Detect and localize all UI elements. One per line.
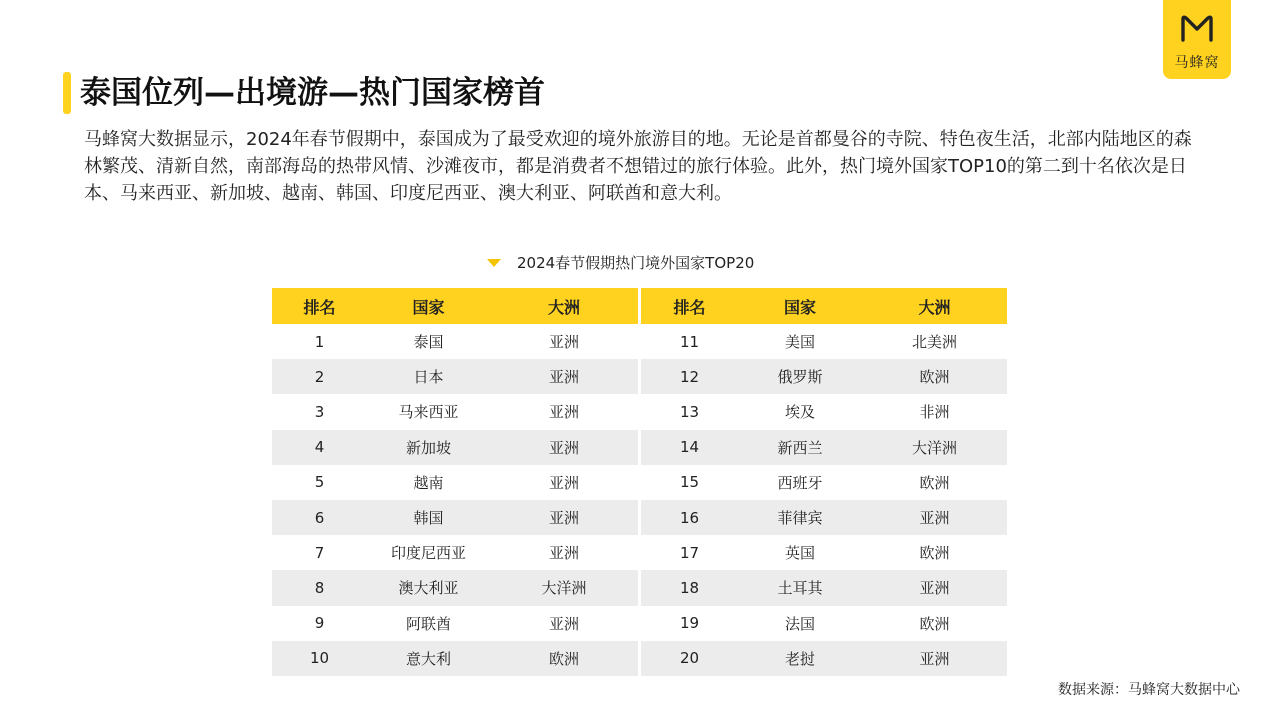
intro-paragraph: 马蜂窝大数据显示，2024年春节假期中，泰国成为了最受欢迎的境外旅游目的地。无论是首都曼谷的寺院、特色夜生活，北部内陆地区的森林繁茂、清新自然，南部海岛的热带风情、沙滩夜市，都是消费者不想错过的旅行体验。此外，热门境外国家TOP10的第二到十名依次是日本、马来西亚、新加坡、越南、韩国、印度尼西亚、澳大利亚、阿联酋和意大利。: [84, 129, 1192, 204]
mafengwo-m-icon: [1178, 13, 1216, 43]
country-cell: 韩国: [367, 500, 490, 535]
brand-logo: [1163, 0, 1231, 79]
rank-cell: 11: [679, 332, 700, 351]
header-rank: 排名: [641, 288, 738, 324]
continent-cell: 亚洲: [490, 500, 638, 535]
table-row: [272, 500, 1007, 535]
rank-cell: 12: [641, 359, 738, 394]
rank-cell: 2: [272, 359, 367, 394]
header-country: 国家: [738, 288, 862, 324]
continent-cell: 亚洲: [862, 641, 1007, 676]
continent-cell: 亚洲: [548, 544, 579, 563]
continent-cell: 欧洲: [919, 473, 950, 492]
continent-cell: 欧洲: [919, 544, 950, 563]
data-source: 数据来源：马蜂窝大数据中心: [1058, 682, 1240, 698]
header-rank: 排名: [272, 288, 367, 324]
header-continent: 大洲: [490, 288, 638, 324]
table-row: [272, 430, 1007, 465]
rank-cell: 6: [272, 500, 367, 535]
continent-cell: 亚洲: [862, 570, 1007, 605]
country-cell: 泰国: [413, 333, 444, 352]
table-body: [272, 324, 1007, 676]
rank-cell: 19: [679, 614, 700, 633]
rank-cell: 7: [314, 543, 325, 562]
ranking-table: [272, 288, 1007, 676]
country-cell: 日本: [367, 359, 490, 394]
country-cell: 阿联酋: [405, 614, 451, 633]
rank-cell: 16: [641, 500, 738, 535]
rank-cell: 14: [641, 430, 738, 465]
continent-cell: 北美洲: [911, 333, 957, 352]
table-header: [272, 288, 1007, 324]
table-row: [272, 324, 1007, 359]
rank-cell: 15: [679, 473, 700, 492]
table-row: [272, 465, 1007, 500]
continent-cell: 亚洲: [548, 614, 579, 633]
continent-cell: 欧洲: [919, 614, 950, 633]
caret-down-icon: [487, 259, 501, 267]
rank-cell: 4: [272, 430, 367, 465]
rank-cell: 17: [679, 543, 700, 562]
rank-cell: 9: [314, 614, 325, 633]
country-cell: 印度尼西亚: [390, 544, 466, 563]
table-row: [272, 570, 1007, 605]
table-row: [272, 359, 1007, 394]
table-caption-text: 2024春节假期热门境外国家TOP20: [517, 253, 755, 272]
table-row: [272, 535, 1007, 570]
rank-cell: 5: [314, 473, 325, 492]
rank-cell: 18: [641, 570, 738, 605]
rank-cell: 1: [314, 332, 325, 351]
continent-cell: 亚洲: [862, 500, 1007, 535]
country-cell: 意大利: [367, 641, 490, 676]
country-cell: 马来西亚: [398, 403, 459, 422]
continent-cell: 大洋洲: [490, 570, 638, 605]
header-continent: 大洲: [862, 288, 1007, 324]
title-accent-bar: [63, 72, 71, 114]
rank-cell: 10: [272, 641, 367, 676]
rank-cell: 8: [272, 570, 367, 605]
continent-cell: 亚洲: [548, 473, 579, 492]
rank-cell: 13: [679, 402, 700, 421]
table-row: [272, 641, 1007, 676]
rank-cell: 20: [641, 641, 738, 676]
continent-cell: 非洲: [919, 403, 950, 422]
table-row: [272, 394, 1007, 429]
rank-cell: 3: [314, 402, 325, 421]
country-cell: 老挝: [738, 641, 862, 676]
country-cell: 澳大利亚: [367, 570, 490, 605]
country-cell: 新西兰: [738, 430, 862, 465]
table-row: [272, 606, 1007, 641]
country-cell: 菲律宾: [738, 500, 862, 535]
continent-cell: 欧洲: [490, 641, 638, 676]
country-cell: 英国: [784, 544, 815, 563]
continent-cell: 亚洲: [548, 333, 579, 352]
continent-cell: 大洋洲: [862, 430, 1007, 465]
continent-cell: 亚洲: [548, 403, 579, 422]
continent-cell: 亚洲: [490, 359, 638, 394]
continent-cell: 欧洲: [862, 359, 1007, 394]
country-cell: 埃及: [784, 403, 815, 422]
table-caption: [487, 250, 754, 274]
country-cell: 俄罗斯: [738, 359, 862, 394]
continent-cell: 亚洲: [490, 430, 638, 465]
country-cell: 美国: [784, 333, 815, 352]
country-cell: 法国: [784, 614, 815, 633]
country-cell: 西班牙: [777, 473, 823, 492]
country-cell: 土耳其: [738, 570, 862, 605]
page-title: 泰国位列—出境游—热门国家榜首: [80, 75, 545, 111]
logo-text: 马蜂窝: [1174, 55, 1220, 71]
header-country: 国家: [367, 288, 490, 324]
country-cell: 越南: [413, 473, 444, 492]
country-cell: 新加坡: [367, 430, 490, 465]
